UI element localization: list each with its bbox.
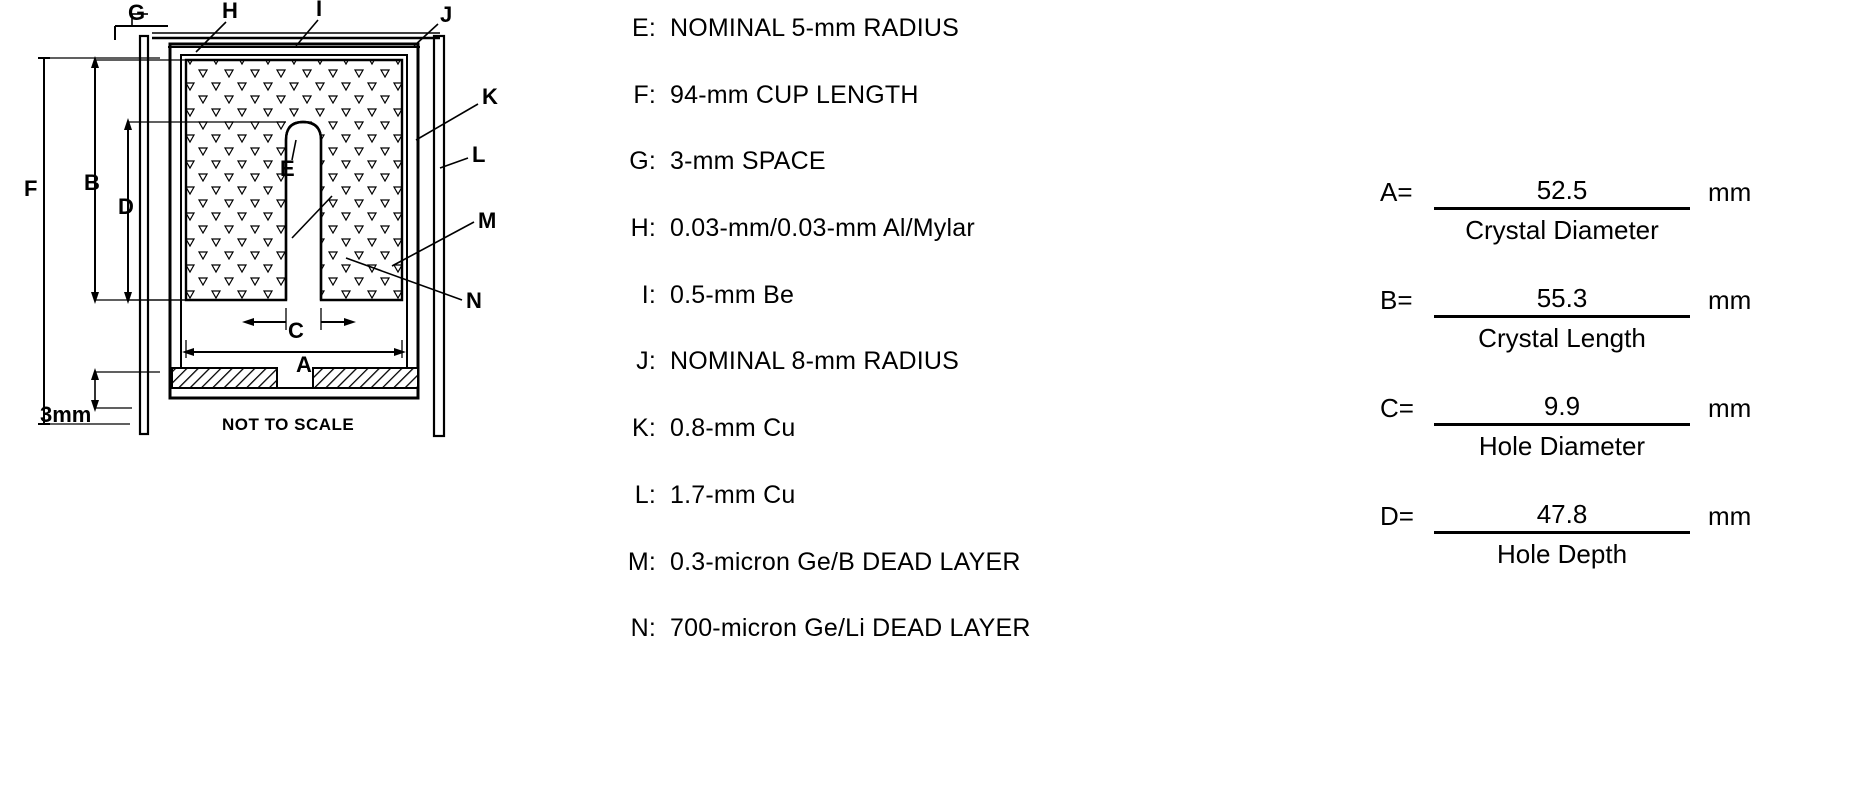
dimension-unit: mm (1708, 285, 1752, 315)
dimension-label-C: C (288, 318, 304, 343)
legend-item (620, 214, 1140, 281)
legend-key: H: (630, 214, 656, 243)
fraction-bar (1434, 423, 1690, 426)
dimension-label-D: D (118, 194, 134, 219)
dimension-row (1380, 175, 1840, 246)
legend-key: J: (636, 347, 656, 376)
legend-key: M: (627, 547, 656, 576)
dimension-key: B= (1380, 285, 1413, 315)
legend-key: F: (633, 80, 656, 109)
fraction-bar (1434, 531, 1690, 534)
callout-N: N (466, 288, 482, 313)
legend-item (620, 281, 1140, 348)
dimension-fraction (1434, 391, 1690, 462)
legend-item (620, 14, 1140, 81)
dimension-label-A: A (296, 352, 312, 377)
legend-text: 700-micron Ge/Li DEAD LAYER (670, 614, 1031, 643)
dimension-name: Crystal Length (1478, 323, 1646, 353)
bottom-dimension-label: 3mm (40, 402, 92, 427)
dimension-fraction (1434, 499, 1690, 570)
legend-key: G: (629, 147, 656, 176)
detector-cross-section-diagram (0, 0, 600, 560)
dimension-fraction (1434, 175, 1690, 246)
callout-I: I (316, 0, 323, 21)
dimension-value-table (1380, 175, 1840, 607)
dimension-row (1380, 283, 1840, 354)
legend-item (620, 481, 1140, 548)
be-window-group (152, 33, 440, 38)
legend-key: N: (630, 614, 656, 643)
legend-key: E: (631, 14, 656, 42)
legend-text: 3-mm SPACE (670, 147, 826, 176)
dimension-name: Crystal Diameter (1465, 215, 1659, 245)
legend-item (620, 347, 1140, 414)
legend-key: K: (631, 414, 656, 443)
legend-text: 1.7-mm Cu (670, 480, 796, 509)
callout-J: J (440, 2, 453, 27)
dimension-fraction (1434, 283, 1690, 354)
legend-item (620, 414, 1140, 481)
dimension-value: 55.3 (1536, 283, 1588, 313)
legend-item (620, 81, 1140, 148)
legend-text: NOMINAL 5-mm RADIUS (670, 14, 960, 42)
legend-item (620, 548, 1140, 615)
dimension-value: 47.8 (1536, 499, 1588, 529)
legend-item (620, 614, 1140, 681)
dimension-name: Hole Diameter (1478, 431, 1646, 461)
left-cup-wall-group (140, 36, 148, 434)
legend-text: 0.3-micron Ge/B DEAD LAYER (670, 547, 1021, 576)
dimension-unit: mm (1708, 177, 1752, 207)
dimension-key: D= (1380, 501, 1414, 531)
legend-item (620, 147, 1140, 214)
dimension-value: 9.9 (1543, 391, 1581, 421)
cross-section-svg (0, 0, 600, 560)
dimension-label-F: F (24, 176, 38, 201)
legend-text: 0.03-mm/0.03-mm Al/Mylar (670, 214, 975, 243)
legend-list (620, 14, 1140, 681)
not-to-scale-caption: NOT TO SCALE (222, 415, 355, 434)
callout-G: G (128, 0, 146, 25)
legend-key: L: (634, 480, 656, 509)
dimension-unit: mm (1708, 501, 1752, 531)
legend-text: 94-mm CUP LENGTH (670, 80, 919, 109)
legend-text: NOMINAL 8-mm RADIUS (670, 347, 960, 376)
dimension-row (1380, 391, 1840, 462)
dimension-unit: mm (1708, 393, 1752, 423)
dimension-key: C= (1380, 393, 1414, 423)
callout-E: E (280, 156, 295, 181)
legend-text: 0.8-mm Cu (670, 414, 796, 443)
callout-M: M (478, 208, 497, 233)
dimension-name: Hole Depth (1496, 539, 1628, 569)
fraction-bar (1434, 207, 1690, 210)
dimension-row (1380, 499, 1840, 570)
callout-H: H (222, 0, 238, 23)
fraction-bar (1434, 315, 1690, 318)
legend-text: 0.5-mm Be (670, 280, 795, 309)
legend-key: I: (641, 280, 656, 309)
outer-wall-group (434, 36, 444, 436)
dimension-key: A= (1380, 177, 1413, 207)
callout-K: K (482, 84, 498, 109)
callout-L: L (472, 142, 486, 167)
dimension-value: 52.5 (1536, 175, 1588, 205)
dimension-label-B: B (84, 170, 100, 195)
